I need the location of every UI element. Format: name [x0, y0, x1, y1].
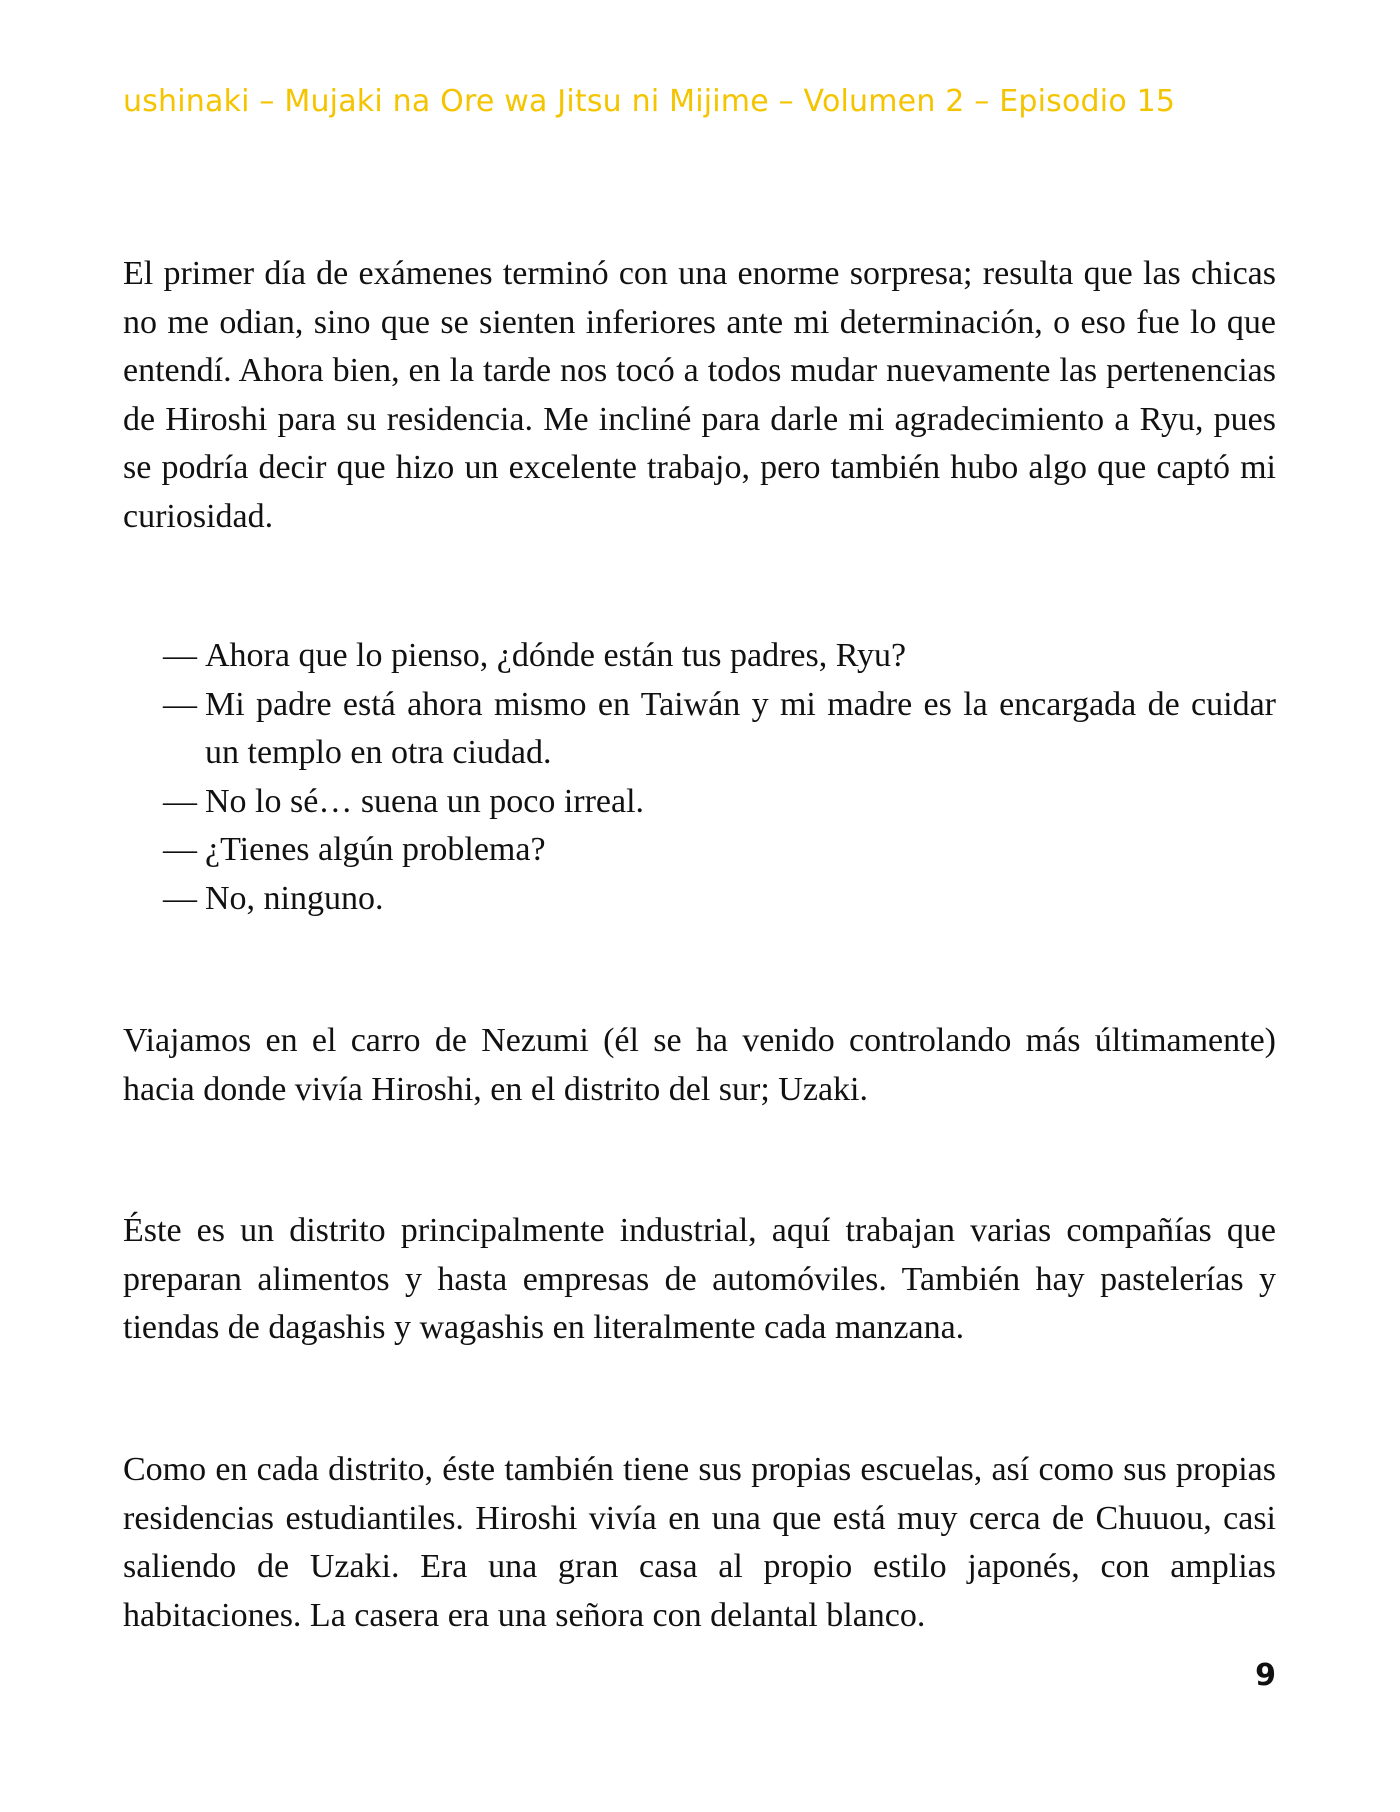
page-number: 9: [1255, 1658, 1276, 1693]
dialogue-block: [163, 632, 1276, 923]
dialogue-text: Mi padre está ahora mismo en Taiwán y mi madre es la encargada de cuidar un templo en otra ciudad.: [205, 685, 1276, 771]
dialogue-line: [163, 826, 1276, 875]
paragraph-2: Viajamos en el carro de Nezumi (él se ha venido controlando más últimamente) hacia donde vivía Hiroshi, en el distrito del sur; Uzaki.: [123, 1022, 1276, 1108]
dialogue-text: No, ninguno.: [205, 879, 384, 917]
dialogue-line: [163, 632, 1276, 681]
dialogue-dash: —: [163, 879, 197, 917]
dialogue-line: [163, 681, 1276, 778]
dialogue-line: [163, 875, 1276, 924]
paragraph-4: Como en cada distrito, éste también tiene sus propias escuelas, así como sus propias residencias estudiantiles. Hiroshi vivía en una que está muy cerca de Chuuou, casi saliendo de Uzaki. Era una gran casa al propio estilo japonés, con amplias habitaciones. La casera era una señora con delantal blanco.: [123, 1451, 1276, 1634]
dialogue-dash: —: [163, 782, 197, 820]
paragraph-3: Éste es un distrito principalmente industrial, aquí trabajan varias compañías que preparan alimentos y hasta empresas de automóviles. También hay pastelerías y tiendas de dagashis y wagashis en literalmente cada manzana.: [123, 1212, 1276, 1346]
dialogue-text: Ahora que lo pienso, ¿dónde están tus padres, Ryu?: [205, 637, 907, 674]
paragraph-1: El primer día de exámenes terminó con una enorme sorpresa; resulta que las chicas no me odian, sino que se sienten inferiores ante mi determinación, o eso fue lo que entendí. Ahora bien, en la tarde nos tocó a todos mudar nuevamente las pertenencias de Hiroshi para su residencia. Me incliné para darle mi agradecimiento a Ryu, pues se podría decir que hizo un excelente trabajo, pero también hubo algo que captó mi curiosidad.: [123, 255, 1276, 535]
dialogue-dash: —: [163, 831, 197, 868]
dialogue-text: ¿Tienes algún problema?: [205, 831, 546, 868]
dialogue-dash: —: [163, 637, 197, 674]
dialogue-text: No lo sé… suena un poco irreal.: [205, 782, 645, 820]
running-header-title: ushinaki – Mujaki na Ore wa Jitsu ni Mijime – Volumen 2 – Episodio 15: [123, 84, 1176, 119]
dialogue-line: [163, 778, 1276, 827]
dialogue-dash: —: [163, 685, 197, 723]
